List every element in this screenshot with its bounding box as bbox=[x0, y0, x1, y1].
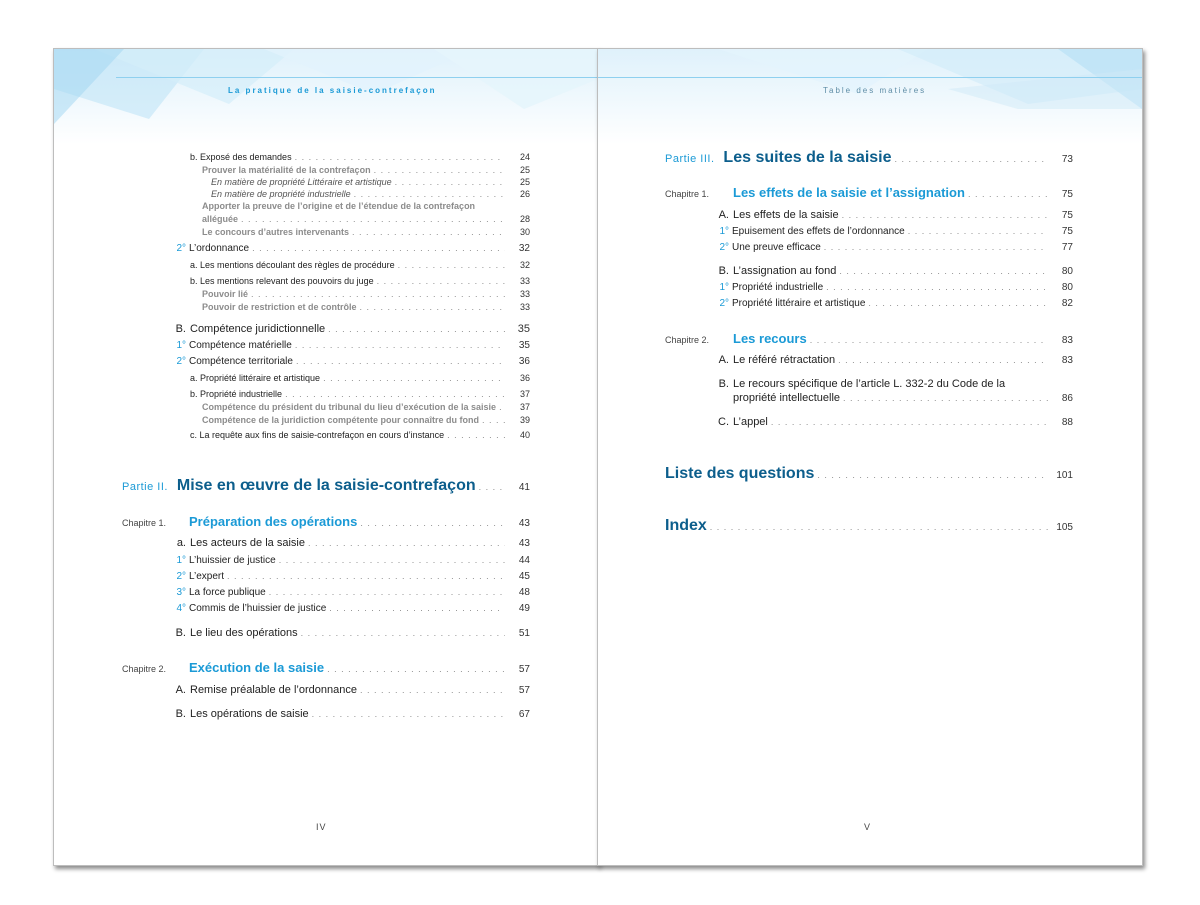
toc-entry: 2° Propriété littéraire et artistique . . . 82 bbox=[715, 298, 1073, 309]
toc-entry: Pouvoir de restriction et de contrôle . . . 33 bbox=[202, 302, 530, 312]
toc-entry: propriété intellectuelle . . . 86 bbox=[733, 392, 1073, 404]
toc-entry: b. Les mentions relevant des pouvoirs du juge . . . 33 bbox=[190, 276, 530, 286]
toc-part-entry: Partie II. Mise en œuvre de la saisie-contrefaçon . . . 41 bbox=[122, 477, 530, 495]
running-header: Table des matières bbox=[823, 86, 927, 95]
toc-entry: 1° Compétence matérielle . . . 35 bbox=[172, 340, 530, 351]
toc-section-entry: Index . . . 105 bbox=[665, 517, 1073, 535]
toc-entry: 3° La force publique . . . 48 bbox=[172, 587, 530, 598]
toc-entry: b. Exposé des demandes . . . 24 bbox=[190, 152, 530, 162]
running-header: La pratique de la saisie-contrefaçon bbox=[228, 86, 437, 95]
toc-entry: A. Les effets de la saisie . . . 75 bbox=[715, 209, 1073, 221]
toc-entry: 1° Propriété industrielle . . . 80 bbox=[715, 282, 1073, 293]
toc-chapter-entry: Chapitre 2. Exécution de la saisie . . . 57 bbox=[122, 659, 530, 677]
toc-part-entry: Partie III. Les suites de la saisie . . . 73 bbox=[665, 149, 1073, 167]
toc-chapter-entry: Chapitre 1. Les effets de la saisie et l’assignation . . . 75 bbox=[665, 184, 1073, 202]
page-number: V bbox=[864, 822, 872, 832]
toc-entry: A. Le référé rétractation . . . 83 bbox=[715, 354, 1073, 366]
toc-entry: a. Les acteurs de la saisie . . . 43 bbox=[172, 537, 530, 549]
toc-entry: Compétence du président du tribunal du lieu d’exécution de la saisie . . . 37 bbox=[202, 402, 530, 412]
toc-entry: En matière de propriété Littéraire et artistique . . . 25 bbox=[211, 177, 530, 187]
toc-entry: En matière de propriété industrielle . . . 26 bbox=[211, 189, 530, 199]
toc-entry: 2° Une preuve efficace . . . 77 bbox=[715, 242, 1073, 253]
toc-entry: b. Propriété industrielle . . . 37 bbox=[190, 389, 530, 399]
toc-chapter-entry: Chapitre 2. Les recours . . . 83 bbox=[665, 330, 1073, 348]
toc-entry: B. Le recours spécifique de l’article L. 332-2 du Code de la bbox=[718, 378, 1006, 390]
left-page bbox=[53, 48, 599, 866]
toc-entry: 2° L’expert . . . 45 bbox=[172, 571, 530, 582]
toc-chapter-entry: Chapitre 1. Préparation des opérations . . . 43 bbox=[122, 513, 530, 531]
toc-entry: 2° L’ordonnance . . . 32 bbox=[172, 243, 530, 254]
toc-entry: 1° Epuisement des effets de l’ordonnance . . . 75 bbox=[715, 226, 1073, 237]
toc-entry: B. Le lieu des opérations . . . 51 bbox=[172, 627, 530, 639]
toc-entry: Apporter la preuve de l’origine et de l’étendue de la contrefaçon bbox=[202, 201, 476, 211]
toc-entry: c. La requête aux fins de saisie-contrefaçon en cours d’instance . . . 40 bbox=[190, 430, 530, 440]
toc-entry: 2° Compétence territoriale . . . 36 bbox=[172, 356, 530, 367]
toc-entry: B. L’assignation au fond . . . 80 bbox=[715, 265, 1073, 277]
right-page bbox=[597, 48, 1143, 866]
toc-entry: Pouvoir lié . . . 33 bbox=[202, 289, 530, 299]
toc-entry: a. Les mentions découlant des règles de procédure . . . 32 bbox=[190, 260, 530, 270]
page-number: IV bbox=[316, 822, 327, 832]
toc-entry: A. Remise préalable de l’ordonnance . . . 57 bbox=[172, 684, 530, 696]
toc-entry: a. Propriété littéraire et artistique . . . 36 bbox=[190, 373, 530, 383]
toc-entry: alléguée . . . 28 bbox=[202, 214, 530, 224]
toc-entry: Le concours d’autres intervenants . . . 30 bbox=[202, 227, 530, 237]
toc-entry: Compétence de la juridiction compétente pour connaître du fond . . . 39 bbox=[202, 415, 530, 425]
toc-entry: Prouver la matérialité de la contrefaçon . . . 25 bbox=[202, 165, 530, 175]
toc-entry: 4° Commis de l’huissier de justice . . . 49 bbox=[172, 603, 530, 614]
toc-entry: B. Compétence juridictionnelle . . . 35 bbox=[172, 323, 530, 335]
toc-section-entry: Liste des questions . . . 101 bbox=[665, 465, 1073, 483]
toc-entry: 1° L’huissier de justice . . . 44 bbox=[172, 555, 530, 566]
toc-entry: C. L’appel . . . 88 bbox=[715, 416, 1073, 428]
toc-entry: B. Les opérations de saisie . . . 67 bbox=[172, 708, 530, 720]
